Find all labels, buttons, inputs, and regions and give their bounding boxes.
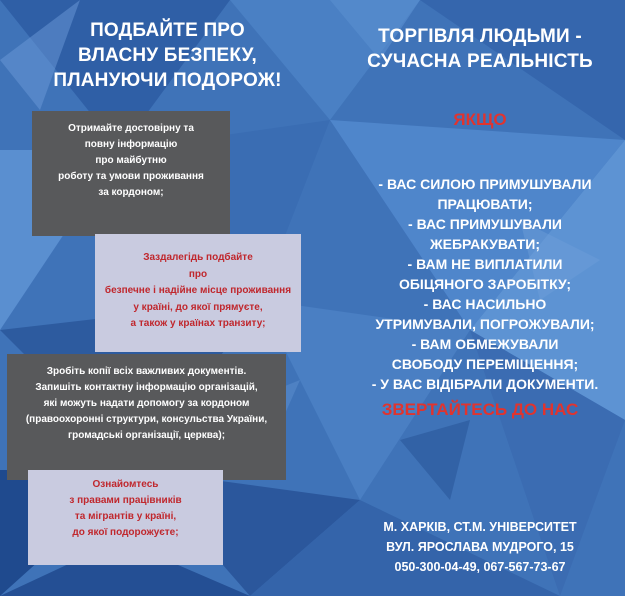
list-item: СВОБОДУ ПЕРЕМІЩЕННЯ; — [391, 356, 579, 372]
list-item: - ВАМ ОБМЕЖУВАЛИ — [411, 336, 559, 352]
right-heading-line: СУЧАСНА РЕАЛЬНІСТЬ — [367, 51, 593, 72]
list-item: - ВАС НАСИЛЬНО — [423, 296, 547, 312]
list-item: ОБІЦЯНОГО ЗАРОБІТКУ; — [398, 276, 571, 292]
box-text-line: а також у країнах транзиту; — [130, 318, 266, 329]
info-box-worker-rights — [28, 470, 223, 565]
list-item: - ВАС ПРИМУШУВАЛИ — [408, 216, 562, 232]
right-heading-line: ТОРГІВЛЯ ЛЮДЬМИ - — [378, 26, 582, 47]
box-text-line: з правами працівників — [69, 495, 182, 506]
box-text-line: до якої подорожуєте; — [72, 527, 179, 538]
info-box-safe-accommodation — [95, 234, 301, 352]
left-heading-line: ПЛАНУЮЧИ ПОДОРОЖ! — [53, 70, 282, 91]
right-heading — [345, 24, 615, 74]
box-text-line: за кордоном; — [98, 187, 164, 198]
box-text-line: та мігрантів у країні, — [74, 511, 177, 522]
box-text-line: Заздалегідь подбайте — [143, 252, 253, 263]
box-text-line: про майбутню — [95, 155, 167, 166]
box-text-line: у країні, до якої прямуєте, — [133, 301, 263, 313]
list-item: ПРАЦЮВАТИ; — [437, 196, 533, 212]
box-text-line: Отримайте достовірну та — [68, 123, 194, 134]
box-text-line: про — [188, 268, 208, 280]
list-item: - ВАМ НЕ ВИПЛАТИЛИ — [407, 256, 563, 272]
box-text-line: безпечне і надійне місце проживання — [104, 285, 292, 296]
box-text-line: повну інформацію — [84, 139, 178, 150]
box-text-line: Зробіть копії всіх важливих документів. — [46, 366, 247, 377]
info-box-document-copies — [7, 354, 286, 480]
address-line: М. ХАРКІВ, СТ.М. УНІВЕРСИТЕТ — [383, 520, 577, 534]
contact-address — [345, 517, 615, 577]
list-item: УТРИМУВАЛИ, ПОГРОЖУВАЛИ; — [375, 316, 595, 332]
list-item: ЖЕБРАКУВАТИ; — [430, 236, 540, 252]
info-box-reliable-information — [32, 111, 230, 236]
contact-us-call: ЗВЕРТАЙТЕСЬ ДО НАС — [381, 400, 579, 419]
box-text-line: які можуть надати допомогу за кордоном — [43, 398, 250, 409]
box-text-line: Ознайомтесь — [92, 479, 159, 490]
box-text-line: Запишіть контактну інформацію організацій, — [35, 382, 258, 393]
left-heading-line: ПОДБАЙТЕ ПРО — [90, 20, 245, 41]
box-text-line: громадські організації, церква); — [67, 430, 226, 441]
left-heading-line: ВЛАСНУ БЕЗПЕКУ, — [78, 45, 257, 66]
address-line: ВУЛ. ЯРОСЛАВА МУДРОГО, 15 — [386, 540, 574, 554]
list-item: - У ВАС ВІДІБРАЛИ ДОКУМЕНТИ. — [371, 376, 599, 392]
list-item: - ВАС СИЛОЮ ПРИМУШУВАЛИ — [378, 176, 592, 192]
phone-numbers: 050-300-04-49, 067-567-73-67 — [394, 560, 566, 574]
box-text-line: роботу та умови проживання — [58, 171, 204, 182]
box-text-line: (правоохоронні структури, консульства України, — [25, 414, 268, 425]
trafficking-signs-list — [360, 174, 610, 394]
left-heading — [20, 18, 315, 93]
if-word: ЯКЩО — [453, 110, 507, 129]
